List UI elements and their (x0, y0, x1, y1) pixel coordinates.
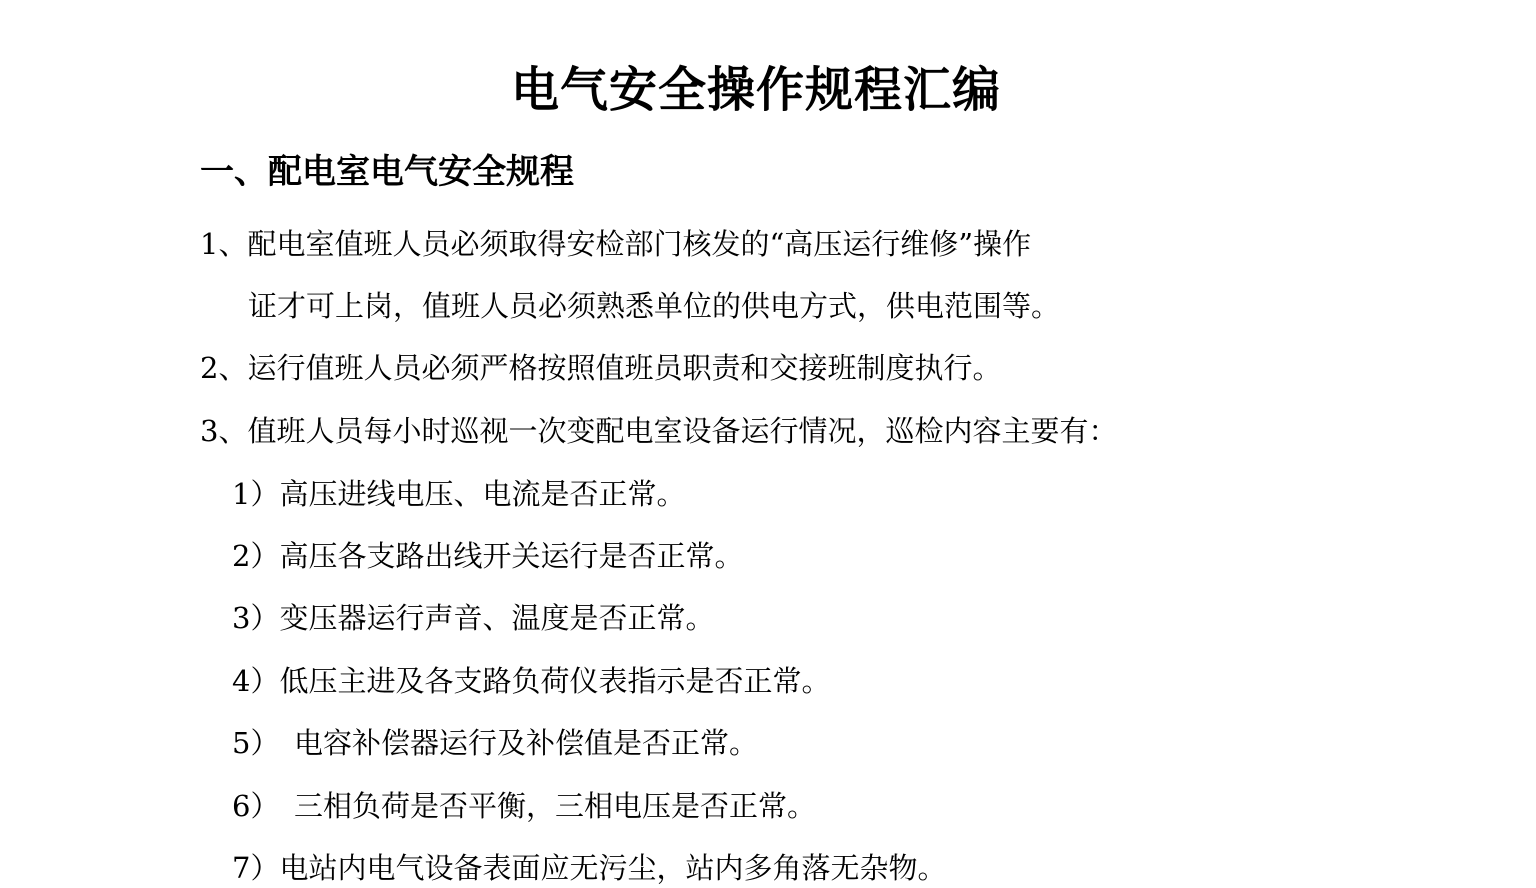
inspection-item-6: 6） 三相负荷是否平衡，三相电压是否正常。 (232, 789, 816, 823)
section-heading: 一、配电室电气安全规程 (200, 152, 574, 192)
rule-item-3: 3、值班人员每小时巡视一次变配电室设备运行情况，巡检内容主要有： (200, 414, 1118, 448)
document-title: 电气安全操作规程汇编 (510, 62, 1001, 118)
rule-item-2: 2、运行值班人员必须严格按照值班员职责和交接班制度执行。 (200, 351, 1002, 385)
inspection-item-5: 5） 电容补偿器运行及补偿值是否正常。 (232, 726, 758, 760)
inspection-item-2: 2）高压各支路出线开关运行是否正常。 (232, 539, 744, 573)
inspection-item-7: 7）电站内电气设备表面应无污尘，站内多角落无杂物。 (232, 851, 947, 885)
inspection-item-4: 4）低压主进及各支路负荷仪表指示是否正常。 (232, 664, 831, 698)
rule-item-1-continued: 证才可上岗，值班人员必须熟悉单位的供电方式，供电范围等。 (248, 289, 1061, 323)
inspection-item-1: 1）高压进线电压、电流是否正常。 (232, 477, 686, 511)
inspection-item-3: 3）变压器运行声音、温度是否正常。 (232, 601, 715, 635)
rule-item-1: 1、配电室值班人员必须取得安检部门核发的“高压运行维修”操作 (200, 227, 1032, 261)
